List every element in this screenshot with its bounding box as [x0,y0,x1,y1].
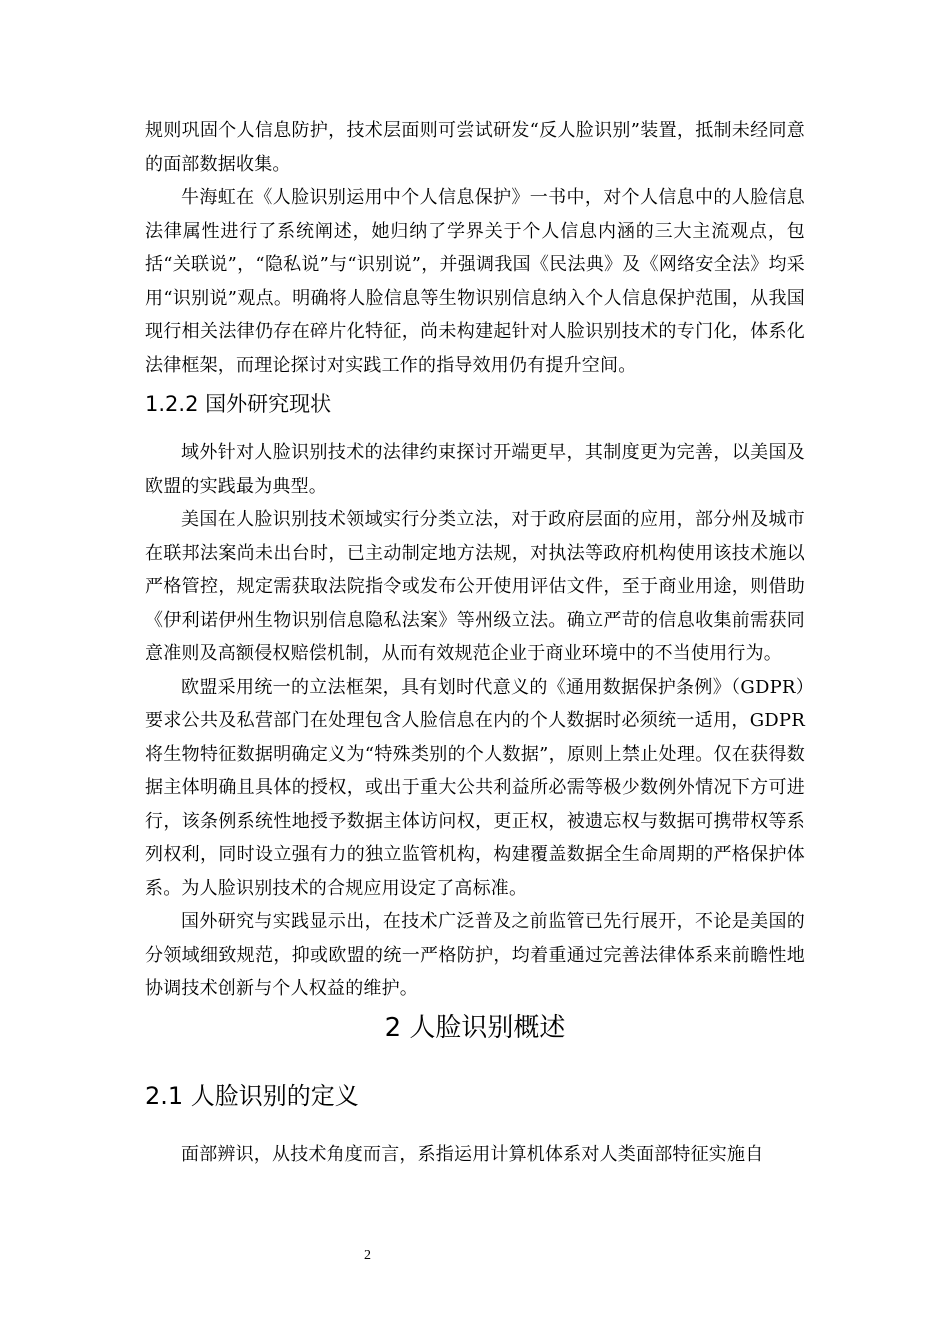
chapter-heading-2: 2 人脸识别概述 [384,1012,566,1043]
paragraph-foreign-summary: 国外研究与实践显示出，在技术广泛普及之前监管已先行展开，不论是美国的分领域细致规范，抑或欧盟的统一严格防护，均着重通过完善法律体系来前瞻性地协调技术创新与个人权益的维护。 [145,911,805,999]
page-content [145,114,805,1171]
paragraph-continued: 规则巩固个人信息防护，技术层面则可尝试研发“反人脸识别”装置，抵制未经同意的面部数据收集。 [145,120,805,175]
paragraph-usa: 美国在人脸识别技术领域实行分类立法，对于政府层面的应用，部分州及城市在联邦法案尚未出台时，已主动制定地方法规，对执法等政府机构使用该技术施以严格管控，规定需获取法院指令或发布公开使用评估文件，至于商业用途，则借助《伊利诺伊州生物识别信息隐私法案》等州级立法。确立严苛的信息收集前需获同意准则及高额侵权赔偿机制，从而有效规范企业于商业环境中的不当使用行为。 [145,509,805,664]
paragraph-eu: 欧盟采用统一的立法框架，具有划时代意义的《通用数据保护条例》（GDPR）要求公共及私营部门在处理包含人脸信息在内的个人数据时必须统一适用，GDPR将生物特征数据明确定义为“特殊类别的个人数据”，原则上禁止处理。仅在获得数据主体明确且具体的授权，或出于重大公共利益所必需等极少数例外情况下方可进行，该条例系统性地授予数据主体访问权，更正权，被遗忘权与数据可携带权等系列权利，同时设立强有力的独立监管机构，构建覆盖数据全生命周期的严格保护体系。为人脸识别技术的合规应用设定了高标准。 [145,676,805,899]
section-heading-1-2-2: 1.2.2 国外研究现状 [145,392,332,416]
paragraph-foreign-intro: 域外针对人脸识别技术的法律约束探讨开端更早，其制度更为完善，以美国及欧盟的实践最为典型。 [145,442,805,497]
paragraph-niu-haihong: 牛海虹在《人脸识别运用中个人信息保护》一书中，对个人信息中的人脸信息法律属性进行了系统阐述，她归纳了学界关于个人信息内涵的三大主流观点，包括“关联说”，“隐私说”与“识别说”，并强调我国《民法典》及《网络安全法》均采用“识别说”观点。明确将人脸信息等生物识别信息纳入个人信息保护范围，从我国现行相关法律仍存在碎片化特征，尚未构建起针对人脸识别技术的专门化，体系化法律框架，而理论探讨对实践工作的指导效用仍有提升空间。 [145,187,805,376]
section-heading-2-1: 2.1 人脸识别的定义 [145,1081,359,1110]
paragraph-definition: 面部辨识，从技术角度而言，系指运用计算机体系对人类面部特征实施自 [181,1143,764,1165]
page-number: 2 [364,1248,371,1263]
